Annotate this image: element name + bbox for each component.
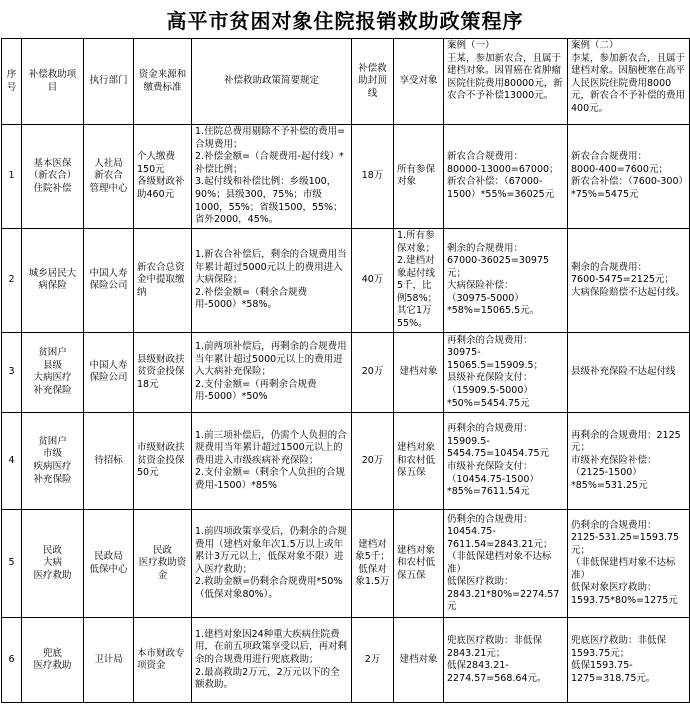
row-target: 所有参保对象 (394, 125, 444, 229)
row-dept: 中国人寿保险公司 (84, 332, 134, 412)
header-policy: 补偿救助政策简要规定 (192, 39, 352, 125)
policy-table (1, 38, 690, 703)
row-no: 2 (2, 228, 22, 332)
row-case2: 新农合合规费用： 8000-400=7600元； 新农合补偿：（7600-300）*75%=5475元 (568, 125, 690, 229)
row-policy: 1.前三项补偿后，仍需个人负担的合规费用当年累计超过1500元以上的费用进入市级疾病补充保险； 2.支付金额=（剩余个人负担的合规费用-1500）*85% (192, 413, 352, 510)
row-policy: 1.新农合补偿后，剩余的合规费用当年累计超过5000元以上的费用进入大病保险； 2.补偿金额=（剩余合规费用-5000）*58%。 (192, 228, 352, 332)
row-cap: 40万 (352, 228, 394, 332)
row-no: 1 (2, 125, 22, 229)
row-policy: 1.前四项政策享受后，仍剩余的合规费用（建档对象年次1.5万以上或年累计3万元以上，低保对象不限）进入医疗救助； 2.救助金额=仍剩余合规费用*50%（低保对象80%）。 (192, 509, 352, 618)
row-dept: 人社局 新农合 管理中心 (84, 125, 134, 229)
row-fund: 民政 医疗救助资金 (134, 509, 192, 618)
row-case2: 仍剩余的合规费用： 2125-531.25=1593.75元； （非低保建档对象不达标准） 低保对象医疗救助： 1593.75*80%=1275元 (568, 509, 690, 618)
table-row (2, 125, 690, 229)
row-target: 建档对象 (394, 618, 444, 703)
row-dept: 中国人寿保险公司 (84, 228, 134, 332)
row-case1: 仍剩余的合规费用： 10454.75-7611.54=2843.21元； （非低保建档对象不达标准） 低保医疗救助： 2843.21*80%=2274.57元 (444, 509, 568, 618)
row-case1: 剩余的合规费用： 67000-36025=30975元； 大病保险补偿： （30975-5000）*58%=15065.5元。 (444, 228, 568, 332)
table-row (2, 332, 690, 412)
row-case2: 剩余的合规费用： 7600-5475=2125元； 大病保险赔偿不达起付线。 (568, 228, 690, 332)
row-policy: 1.前两项补偿后，再剩余的合规费用当年累计超过5000元以上的费用进入大病补充保险； 2.支付金额=（再剩余合规费用-5000）*50% (192, 332, 352, 412)
header-target: 享受对象 (394, 39, 444, 125)
header-item: 补偿救助项目 (22, 39, 84, 125)
row-case1: 兜底医疗救助：非低保2843.21元； 低保2843.21-2274.57=568.64元。 (444, 618, 568, 703)
row-no: 5 (2, 509, 22, 618)
page-title: 高平市贫困对象住院报销救助政策程序 (166, 8, 524, 33)
row-case1: 再剩余的合规费用： 30975-15065.5=15909.5； 县级补充保险支付： （15909.5-5000）*50%=5454.75元 (444, 332, 568, 412)
row-item: 民政 大病 医疗救助 (22, 509, 84, 618)
row-cap: 20万 (352, 332, 394, 412)
table-row (2, 413, 690, 510)
header-cap: 补偿救助封顶线 (352, 39, 394, 125)
table-row (2, 618, 690, 703)
row-fund: 本市财政专项资金 (134, 618, 192, 703)
row-cap: 建档对象5千；低保对象1.5万 (352, 509, 394, 618)
row-item: 贫困户 市级 疾病医疗 补充保险 (22, 413, 84, 510)
row-case2: 县级补充保险不达起付线 (568, 332, 690, 412)
table-row (2, 228, 690, 332)
row-fund: 县级财政扶贫资金投保18元 (134, 332, 192, 412)
row-case2: 兜底医疗救助：非低保1593.75元； 低保1593.75-1275=318.75元。 (568, 618, 690, 703)
row-target: 建档对象和农村低保五保 (394, 509, 444, 618)
header-row (2, 39, 690, 125)
row-item: 兜底 医疗救助 (22, 618, 84, 703)
row-cap: 20万 (352, 413, 394, 510)
row-cap: 2万 (352, 618, 394, 703)
header-no: 序号 (2, 39, 22, 125)
row-no: 3 (2, 332, 22, 412)
header-dept: 执行部门 (84, 39, 134, 125)
row-dept: 民政局 低保中心 (84, 509, 134, 618)
row-target: 建档对象 (394, 332, 444, 412)
row-target: 建档对象和农村低保五保 (394, 413, 444, 510)
row-dept: 卫计局 (84, 618, 134, 703)
table-row (2, 509, 690, 618)
row-dept: 待招标 (84, 413, 134, 510)
row-no: 4 (2, 413, 22, 510)
row-item: 城乡居民大病保险 (22, 228, 84, 332)
row-case1: 再剩余的合规费用： 15909.5-5454.75=10454.75元 市级补充保险支付： （10454.75-1500）*85%=7611.54元 (444, 413, 568, 510)
row-item: 贫困户 县级 大病医疗 补充保险 (22, 332, 84, 412)
row-fund: 市级财政扶贫资金投保50元 (134, 413, 192, 510)
row-fund: 新农合总资金中提取缴纳 (134, 228, 192, 332)
row-item: 基本医保 （新农合） 住院补偿 (22, 125, 84, 229)
row-fund: 个人缴费150元 各级财政补助460元 (134, 125, 192, 229)
row-case1: 新农合合规费用： 80000-13000=67000； 新农合补偿：（67000-1500）*55%=36025元 (444, 125, 568, 229)
row-policy: 1.住院总费用剔除不予补偿的费用=合规费用； 2.补偿金额=（合规费用-起付线）*补偿比例； 3.起付线和补偿比例：乡级100，90%；县级300，75%；市级1000，55%；省级1500，55%；省外2000，45%。 (192, 125, 352, 229)
row-no: 6 (2, 618, 22, 703)
header-fund: 资金来源和缴费标准 (134, 39, 192, 125)
row-policy: 1.建档对象因24种重大疾病住院费用，在前五项政策享受以后，再对剩余的合规费用进行兜底救助； 2.最高救助2万元，2万元以下的全额救助。 (192, 618, 352, 703)
header-case2: 案例（二） 李某，参加新农合，且属于建档对象。因脑梗塞在高平人民医院住院费用8000元，新农合不予补偿的费用400元。 (568, 39, 690, 125)
row-case2: 再剩余的合规费用：2125元； 市级补充保险补偿： （2125-1500）*85%=531.25元 (568, 413, 690, 510)
row-target: 1.所有参保对象； 2.建档对象起付线5千，比例58%；其它1万55%。 (394, 228, 444, 332)
header-case1: 案例（一） 王某，参加新农合，且属于建档对象。因胃癌在省肿瘤医院住院费用80000元，新农合不予补偿13000元。 (444, 39, 568, 125)
row-cap: 18万 (352, 125, 394, 229)
